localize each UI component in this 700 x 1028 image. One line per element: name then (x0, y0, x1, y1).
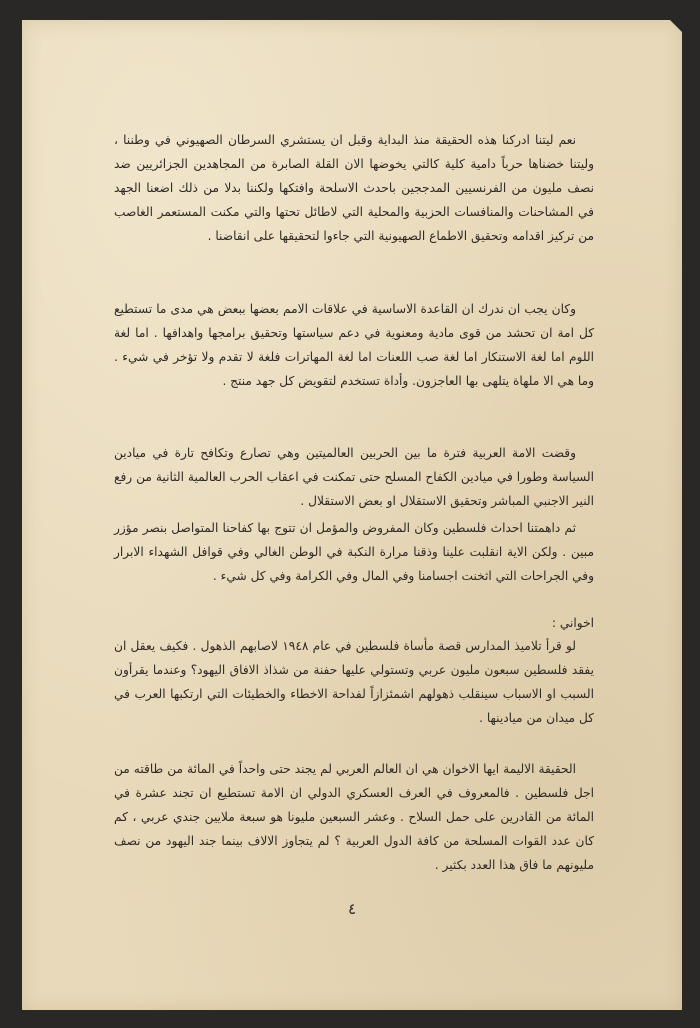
paragraph-3-text: وقضت الامة العربية فترة ما بين الحربين العالميتين وهي تصارع وتكافح تارة في ميادين السياسة وطورا في ميادين الكفاح المسلح حتى تمكنت في اعقاب الحرب العالمية الثانية من رفع النير الاجنبي المباشر وتحقيق الاستقلال او بعض الاستقلال . (114, 446, 594, 508)
paragraph-1-text: نعم ليتنا ادركنا هذه الحقيقة منذ البداية وقبل ان يستشري السرطان الصهيوني في وطننا ، وليتنا خضناها حرباً دامية كلية كالتي يخوضها الان القلة الصابرة من المجاهدين الجزائريين ضد نصف مليون من الفرنسيين المدججين باحدث الاسلحة وافتكها ولكننا بدلا من ذلك اضعنا الجهد في المشاحنات والمنافسات الحزبية والمحلية التي لاطائل تحتها والتي مكنت المستعمر الغاصب من تركيز اقدامه وتحقيق الاطماع الصهيونية التي جاءوا لتحقيقها على انقاضنا . (114, 133, 594, 243)
paragraph-1 (114, 128, 594, 248)
page-number: ٤ (347, 900, 357, 918)
document-page (22, 20, 682, 1010)
paragraph-4 (114, 516, 594, 588)
paragraph-5 (114, 634, 594, 730)
salutation (114, 611, 594, 635)
paragraph-2 (114, 297, 594, 393)
paragraph-2-text: وكان يجب ان ندرك ان القاعدة الاساسية في علاقات الامم بعضها ببعض هي مدى ما تستطيع كل امة ان تحشد من قوى مادية ومعنوية في دعم سياستها وتحقيق برامجها واهدافها . اما لغة اللوم اما لغة الاستنكار اما لغة صب اللعنات اما لغة المهاترات فلغة لا تقدم ولا تؤخر في شيء . وما هي الا ملهاة يتلهى بها العاجزون. وأداة تستخدم لتقويض كل جهد منتج . (114, 302, 594, 388)
paragraph-6-text: الحقيقة الاليمة ايها الاخوان هي ان العالم العربي لم يجند حتى واحداً في المائة من طاقته من اجل فلسطين . فالمعروف في العرف العسكري الدولي ان الامة تستطيع ان تجند عشرة في المائة من القادرين على حمل السلاح . وعشر السبعين مليونا هو سبعة ملايين جندي عربي ، كم كان عدد القوات المسلحة من كافة الدول العربية ؟ لم يتجاوز الالاف بينما جند اليهود من نصف مليونهم ما فاق هذا العدد بكثير . (114, 762, 594, 872)
paragraph-6 (114, 757, 594, 877)
paragraph-5-text: لو قرأ تلاميذ المدارس قصة مأساة فلسطين في عام ١٩٤٨ لاصابهم الذهول . فكيف يعقل ان يفقد فلسطين سبعون مليون عربي وتستولي عليها حفنة من شذاذ الافاق اليهود؟ وعندما يقرأون السبب او الاسباب سينقلب ذهولهم اشمئزازاً لفداحة الاخطاء والخطيئات التي ارتكبها العرب في كل ميدان من ميادينها . (114, 639, 594, 725)
paragraph-4-text: ثم داهمتنا احداث فلسطين وكان المفروض والمؤمل ان تتوج بها كفاحنا المتواصل بنصر مؤزر مبين . ولكن الاية انقلبت علينا وذقنا مرارة النكبة في الوطن الغالي وفي قوافل الشهداء الابرار وفي الجراحات التي اثخنت اجسامنا وفي المال وفي الكرامة وفي كل شيء . (114, 521, 594, 583)
salutation-text: اخواني : (551, 616, 594, 630)
paragraph-3 (114, 441, 594, 513)
